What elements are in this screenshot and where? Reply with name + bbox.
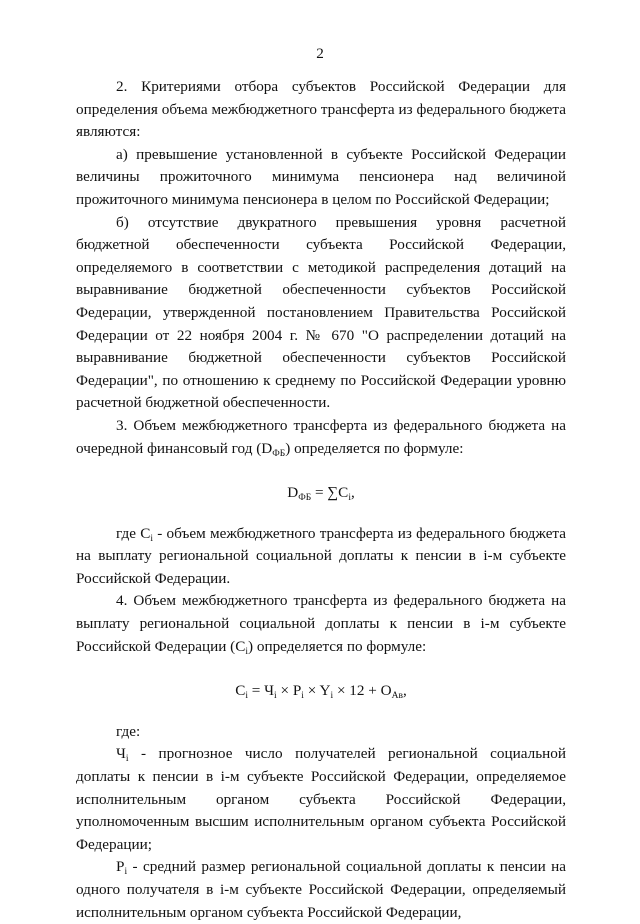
paragraph-pi-definition: $P_i$ - средний размер региональной социальной доплаты к пенсии на одного получателя в i-м субъекте Российской Федерации, определяемый исполнительным органом субъекта Российской Федерации,: [76, 858, 566, 921]
document-body: [76, 76, 566, 924]
paragraph-criterion-a: а) превышение установленной в субъекте Российской Федерации величины прожиточного минимума пенсионера над величиной прожиточного минимума пенсионера в целом по Российской Федерации;: [76, 145, 566, 208]
paragraph-criteria: 2. Критериями отбора субъектов Российской Федерации для определения объема межбюджетного трансферта из федерального бюджета являются:: [76, 78, 566, 141]
formula-total: $D_{ФБ} = \sum C_i$,: [287, 484, 355, 504]
page-number: 2: [316, 45, 324, 62]
paragraph-ci-formula-intro: 4. Объем межбюджетного трансферта из федерального бюджета на выплату региональной социальной доплаты к пенсии в i-м субъекте Российской Федерации $(C_i)$ определяется по формуле:: [76, 592, 566, 657]
paragraph-chi-definition: $Ч_i$ - прогнозное число получателей региональной социальной доплаты к пенсии в i-м субъекте Российской Федерации, определяемое исполнительным органом субъекта Российской Федерации, уполномоченным высшим исполнительным органом субъекта Российской Федерации;: [76, 745, 566, 853]
paragraph-criterion-b: б) отсутствие двукратного превышения уровня расчетной бюджетной обеспеченности субъекта Российской Федерации, определяемого в соответствии с методикой распределения дотаций на выравнивание бюджетной обеспеченности субъектов Российской Федерации, утвержденной постановлением Правительства Российской Федерации от 22 ноября 2004 г. № 670 "О распределении дотаций на выравнивание бюджетной обеспеченности субъектов Российской Федерации", по отношению к среднему по Российской Федерации уровню расчетной бюджетной обеспеченности.: [76, 213, 566, 412]
paragraph-where: где:: [116, 722, 141, 740]
paragraph-ci-definition: где $C_i$ - объем межбюджетного трансферта из федерального бюджета на выплату региональной социальной доплаты к пенсии в i-м субъекте Российской Федерации.: [76, 524, 566, 587]
paragraph-volume-formula-intro: 3. Объем межбюджетного трансферта из федерального бюджета на очередной финансовый год $(D_{ФБ})$ определяется по формуле:: [76, 416, 566, 459]
formula-ci: $C_i = Ч_i \times P_i \times Y_i \times 12 + O_{Ав}$,: [235, 682, 407, 702]
